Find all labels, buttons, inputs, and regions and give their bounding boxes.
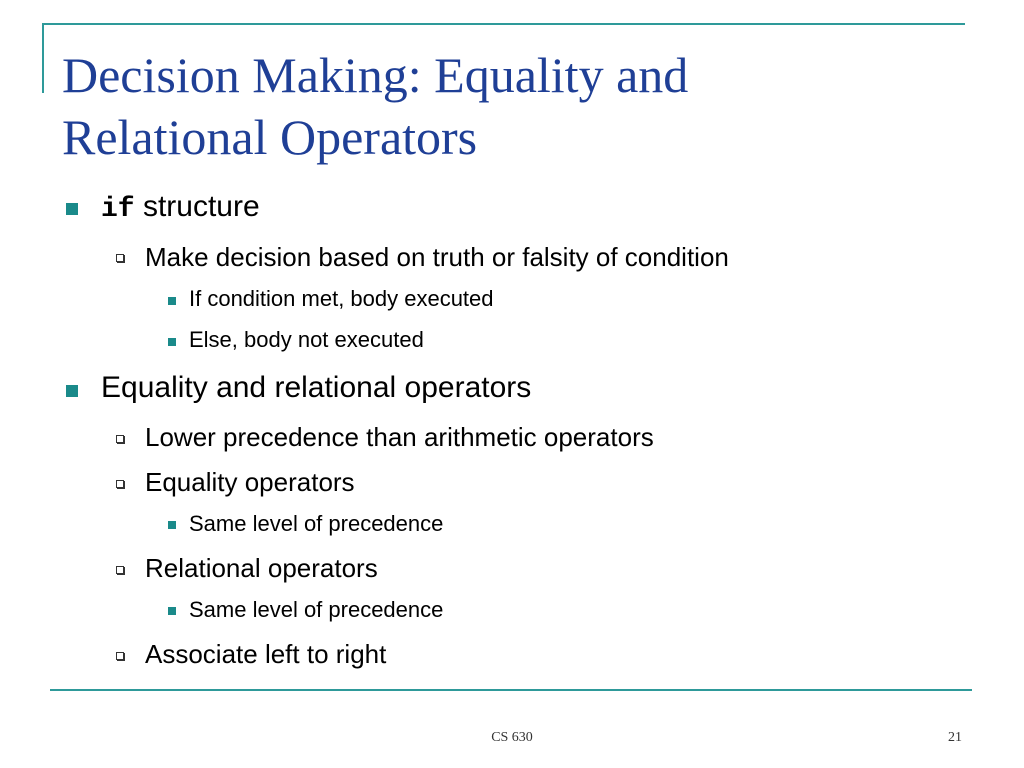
hollow-square-bullet-icon [116,566,124,574]
bottom-accent-line [50,689,972,691]
hollow-square-bullet-icon [116,435,124,443]
page-number: 21 [948,730,962,745]
small-filled-square-bullet-icon [168,297,176,305]
if-keyword: if [101,194,135,225]
filled-square-bullet-icon [66,203,78,215]
hollow-square-bullet-icon [116,480,124,488]
slide-title-line-1: Decision Making: Equality and [62,47,689,103]
bullet-if-structure-text: structure [134,190,260,223]
bullet-same-level-2: Same level of precedence [189,597,444,622]
bullet-relational-operators: Relational operators [145,553,378,583]
bullet-equality-relational: Equality and relational operators [101,371,532,404]
small-filled-square-bullet-icon [168,521,176,529]
bullet-if-structure [101,190,260,227]
bullet-else: Else, body not executed [189,327,424,352]
filled-square-bullet-icon [66,385,78,397]
bullet-lower-precedence: Lower precedence than arithmetic operators [145,422,654,452]
bullet-condition-met: If condition met, body executed [189,286,494,311]
small-filled-square-bullet-icon [168,338,176,346]
bullet-make-decision: Make decision based on truth or falsity of condition [145,242,729,272]
footer-course: CS 630 [491,730,533,745]
bullet-associate: Associate left to right [145,639,387,669]
slide-title-line-2: Relational Operators [62,109,478,165]
bullet-equality-operators: Equality operators [145,467,355,497]
bullet-same-level-1: Same level of precedence [189,511,444,536]
hollow-square-bullet-icon [116,254,124,262]
hollow-square-bullet-icon [116,652,124,660]
small-filled-square-bullet-icon [168,607,176,615]
